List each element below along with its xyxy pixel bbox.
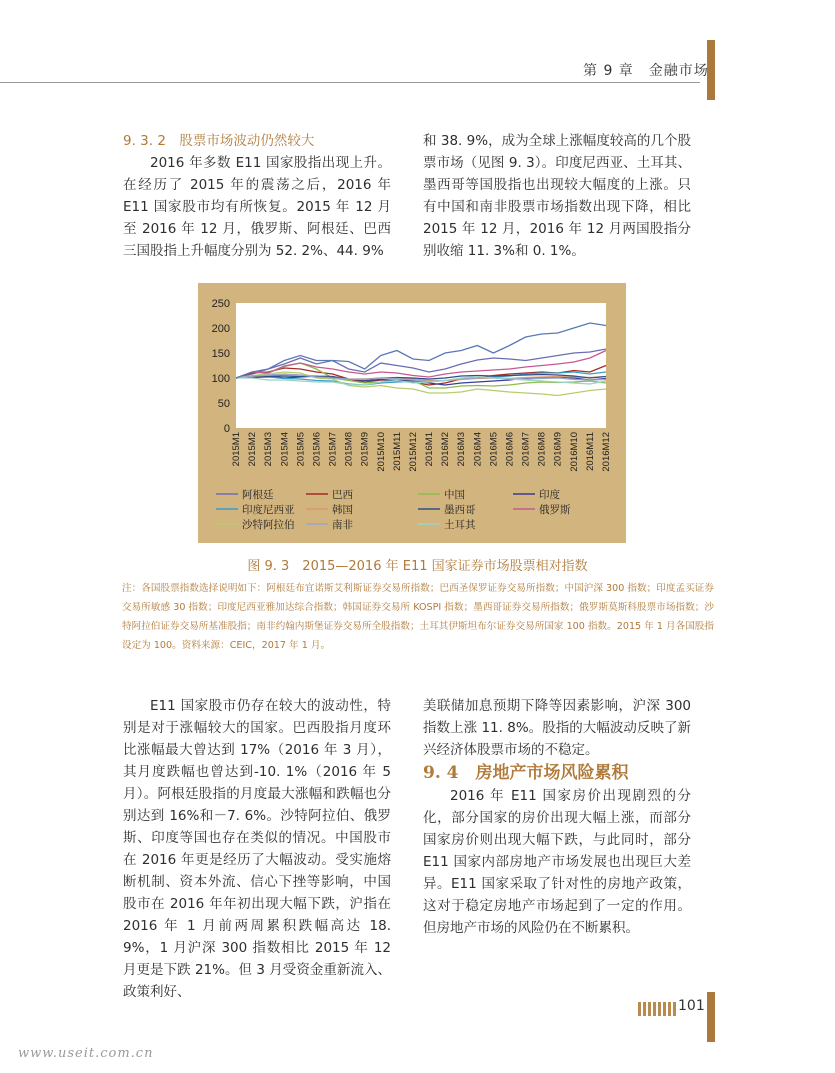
legend-label: 沙特阿拉伯 bbox=[242, 519, 295, 531]
legend-label: 印度尼西亚 bbox=[242, 504, 295, 516]
section-932-left-column bbox=[123, 130, 391, 262]
x-tick-label: 2016M7 bbox=[520, 432, 532, 467]
legend-label: 墨西哥 bbox=[444, 504, 476, 516]
body-left-column bbox=[123, 695, 391, 1003]
x-tick-label: 2015M12 bbox=[407, 432, 419, 472]
x-tick-label: 2016M12 bbox=[601, 432, 612, 472]
y-tick-label: 0 bbox=[223, 423, 230, 435]
x-tick-label: 2016M10 bbox=[568, 432, 580, 472]
x-tick-label: 2015M1 bbox=[231, 432, 242, 467]
figure-note: 注：各国股票指数选择说明如下：阿根廷布宜诺斯艾利斯证券交易所指数；巴西圣保罗证券交易所指数；中国沪深 300 指数；印度孟买证券交易所敏感 30 指数；印度尼西亚雅加达综合指数；韩国证券交易所 KOSPI 指数；墨西哥证券交易所指数；俄罗斯莫斯科股票市场指数；沙特阿拉伯证券交易所基准股指；南非约翰内斯堡证券交易所全股指数；土耳其伊斯坦布尔证券交易所国家 100 指数。2015 年 1 月各国股指设定为 100。资料来源：CEIC，2017 年 1 月。 bbox=[122, 583, 714, 651]
legend-label: 韩国 bbox=[332, 504, 353, 516]
x-tick-label: 2016M3 bbox=[456, 432, 468, 467]
legend-label: 俄罗斯 bbox=[539, 504, 571, 516]
x-tick-label: 2015M2 bbox=[247, 432, 259, 467]
y-tick-label: 50 bbox=[217, 398, 230, 410]
paragraph: 2016 年 E11 国家房价出现剧烈的分化，部分国家的房价出现大幅上涨，而部分国家房价则出现大幅下跌，与此同时，部分 E11 国家内部房地产市场发展也出现巨大差异。E11 国家采取了针对性的房地产政策，这对于稳定房地产市场起到了一定的作用。但房地产市场的风险仍在不断累积。 bbox=[423, 788, 691, 936]
x-tick-label: 2015M10 bbox=[375, 432, 387, 472]
footer-decoration bbox=[638, 1002, 676, 1016]
x-tick-label: 2016M5 bbox=[488, 432, 500, 467]
y-tick-label: 200 bbox=[211, 323, 230, 335]
section-932-right-column bbox=[423, 130, 691, 262]
chapter-title: 第 9 章 金融市场 bbox=[583, 63, 709, 79]
watermark: www.useit.com.cn bbox=[18, 1046, 154, 1061]
x-tick-label: 2015M7 bbox=[327, 432, 339, 467]
paragraph: 2016 年多数 E11 国家股指出现上升。在经历了 2015 年的震荡之后，2016 年 E11 国家股市均有所恢复。2015 年 12 月至 2016 年 12 月，俄罗斯、阿根廷、巴西三国股指上升幅度分别为 52. 2%、44. 9% bbox=[123, 155, 391, 259]
legend-label: 印度 bbox=[539, 489, 560, 501]
page-number: 101 bbox=[678, 998, 705, 1014]
body-right-column bbox=[423, 695, 691, 939]
chart-canvas bbox=[198, 283, 626, 543]
x-tick-label: 2016M4 bbox=[472, 432, 484, 467]
legend-label: 土耳其 bbox=[444, 519, 476, 531]
x-tick-label: 2016M1 bbox=[424, 432, 436, 467]
section-heading-94: 9. 4 房地产市场风险累积 bbox=[423, 763, 629, 783]
paragraph: E11 国家股市仍存在较大的波动性，特别是对于涨幅较大的国家。巴西股指月度环比涨幅最大曾达到 17%（2016 年 3 月），其月度跌幅也曾达到-10. 1%（2016 年 5 月）。阿根廷股指的月度最大涨幅和跌幅也分别达到 16%和－7. 6%。沙特阿拉伯、俄罗斯、印度等国也存在类似的情况。中国股市在 2016 年更是经历了大幅波动。受实施熔断机制、资本外流、信心下挫等影响，中国股市在 2016 年年初出现大幅下跌，沪指在 2016 年 1 月前两周累积跌幅高达 18. 9%，1 月沪深 300 指数相比 2015 年 12 月更是下跌 21%。但 3 月受资金重新流入、政策利好、 bbox=[123, 698, 391, 1000]
paragraph: 和 38. 9%，成为全球上涨幅度较高的几个股票市场（见图 9. 3）。印度尼西亚、土耳其、墨西哥等国股指也出现较大幅度的上涨。只有中国和南非股票市场指数出现下降，相比 2015 年 12 月，2016 年 12 月两国股指分别收缩 11. 3%和 0. 1%。 bbox=[423, 133, 691, 259]
x-tick-label: 2015M6 bbox=[311, 432, 323, 467]
x-tick-label: 2015M3 bbox=[263, 432, 275, 467]
footer-accent-bar bbox=[707, 992, 715, 1042]
y-tick-label: 100 bbox=[211, 373, 230, 385]
x-tick-label: 2016M11 bbox=[584, 432, 596, 471]
x-tick-label: 2016M6 bbox=[504, 432, 516, 467]
x-tick-label: 2015M4 bbox=[279, 432, 291, 467]
x-tick-label: 2016M9 bbox=[552, 432, 564, 467]
x-tick-label: 2015M11 bbox=[391, 432, 403, 471]
x-tick-label: 2015M9 bbox=[359, 432, 371, 467]
x-tick-label: 2015M8 bbox=[343, 432, 355, 467]
y-tick-label: 150 bbox=[211, 348, 230, 360]
x-tick-label: 2016M8 bbox=[536, 432, 548, 467]
line-chart bbox=[198, 283, 626, 543]
legend-label: 阿根廷 bbox=[242, 489, 274, 501]
header-rule bbox=[0, 82, 700, 83]
x-tick-label: 2015M5 bbox=[295, 432, 307, 467]
paragraph: 美联储加息预期下降等因素影响，沪深 300 指数上涨 11. 8%。股指的大幅波动反映了新兴经济体股票市场的不稳定。 bbox=[423, 698, 691, 758]
legend-label: 中国 bbox=[444, 489, 465, 501]
legend-label: 巴西 bbox=[332, 489, 353, 501]
y-tick-label: 250 bbox=[211, 298, 230, 310]
figure-caption: 图 9. 3 2015—2016 年 E11 国家证券市场股票相对指数 bbox=[247, 559, 588, 574]
legend-label: 南非 bbox=[332, 519, 353, 531]
x-tick-label: 2016M2 bbox=[440, 432, 452, 467]
section-heading: 9. 3. 2 股票市场波动仍然较大 bbox=[123, 133, 315, 149]
